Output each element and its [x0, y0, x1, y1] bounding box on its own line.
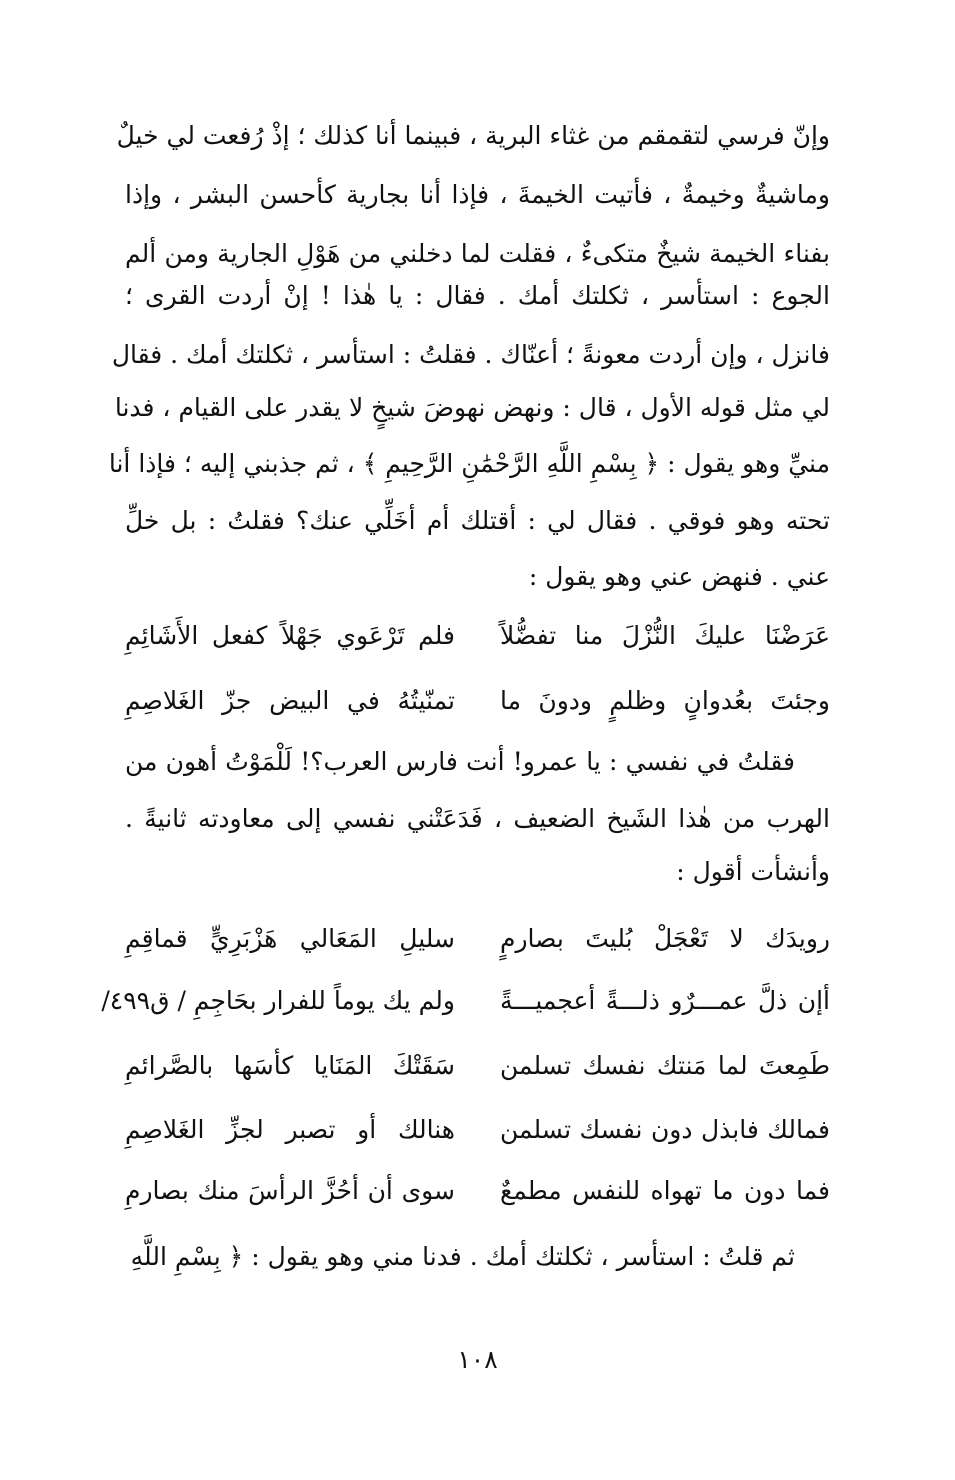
- verse-second-hemistich: سوى أن أحُزَّ الرأسَ منك بصارمِ: [125, 1176, 455, 1205]
- verse-second-hemistich: تمنّيتُهُ في البيض جزّ الغَلاصِمِ: [125, 686, 455, 715]
- verse-second-hemistich: سَقَتْكَ المَنَايا كأسَها بالصَّرائمِ: [125, 1051, 455, 1080]
- text-line: عني . فنهض عني وهو يقول :: [528, 562, 830, 591]
- verse-second-hemistich: سليلِ المَعَالي هَزْبَرِيٍّ قماقِمِ: [125, 924, 455, 953]
- text-line: فقلتُ في نفسي : يا عمرو! أنت فارس العرب؟! لَلْمَوْتُ أهون من: [125, 747, 795, 776]
- poem-verse: [125, 1167, 830, 1215]
- verse-first-hemistich: طَمِعتَ لما مَنتك نفسك تسلمن: [500, 1051, 830, 1080]
- text-line: الجوع : استأسر ، ثكلتك أمك . فقال : يا هٰذا ! إنْ أردت القرى ؛: [125, 281, 830, 310]
- verse-first-hemistich: عَرَضْنَا عليكَ النُّزْلَ منا تفضُّلاً: [500, 621, 830, 650]
- verse-second-hemistich: هنالك أو تصبر لجزِّ الغَلاصِمِ: [125, 1115, 455, 1144]
- poem-verse: [125, 1042, 830, 1090]
- verse-first-hemistich: رويدَك لا تَعْجَلْ بُليتَ بصارمٍ: [500, 924, 830, 953]
- text-line: فانزل ، وإن أردت معونةً ؛ أعنّاك . فقلتُ : استأسر ، ثكلتك أمك . فقال: [111, 340, 830, 369]
- poem-verse: [125, 612, 830, 660]
- verse-first-hemistich: وجئتَ بعُدوانٍ وظلمٍ ودونَ ما: [500, 686, 830, 715]
- text-line: بفناء الخيمة شيخٌ متكىءٌ ، فقلت لما دخلني من هَوْلِ الجارية ومن ألم: [125, 239, 830, 268]
- page-number: ١٠٨: [457, 1345, 498, 1374]
- poem-verse: [125, 915, 830, 963]
- poem-verse: [101, 977, 830, 1025]
- text-line: وماشيةٌ وخيمةٌ ، فأتيت الخيمةَ ، فإذا أنا بجارية كأحسن البشر ، وإذا: [125, 180, 830, 209]
- text-line: الهرب من هٰذا الشَيخ الضعيف ، فَدَعَتْني نفسي إلى معاودته ثانيةً .: [125, 804, 830, 833]
- text-line: وأنشأت أقول :: [676, 857, 830, 886]
- text-line: منيِّ وهو يقول : ﴿ بِسْمِ اللَّهِ الرَّحْمَٰنِ الرَّحِيمِ ﴾ ، ثم جذبني إليه ؛ فإذا أنا: [108, 449, 830, 478]
- text-line: ثم قلتُ : استأسر ، ثكلتك أمك . فدنا مني وهو يقول : ﴿ بِسْمِ اللَّهِ: [130, 1242, 795, 1271]
- poem-verse: [125, 677, 830, 725]
- verse-first-hemistich: فمالك فابذل دون نفسك تسلمن: [500, 1115, 830, 1144]
- verse-second-hemistich: فلم تَرْعَوي جَهْلاً كفعل الأَشَائِمِ: [125, 621, 455, 650]
- poem-verse: [125, 1106, 830, 1154]
- verse-second-hemistich: ولم يك يوماً للفرار بحَاجِمِ / ق٤٩٩/: [101, 986, 455, 1015]
- text-line: لي مثل قوله الأول ، قال : ونهض نهوضَ شيخٍ لا يقدر على القيام ، فدنا: [114, 393, 830, 422]
- verse-first-hemistich: أإن ذلَّ عمـــرٌو ذلـــةً أعجميـــةً: [500, 986, 830, 1015]
- text-line: وإنّ فرسي لتقمقم من غثاء البرية ، فبينما أنا كذلك ؛ إذْ رُفعت لي خيلٌ: [116, 121, 830, 150]
- text-line: تحته وهو فوقي . فقال لي : أقتلك أم أخَلِّي عنك؟ فقلتُ : بل خلِّ: [125, 506, 830, 535]
- verse-first-hemistich: فما دون ما تهواه للنفس مطمعٌ: [500, 1176, 830, 1205]
